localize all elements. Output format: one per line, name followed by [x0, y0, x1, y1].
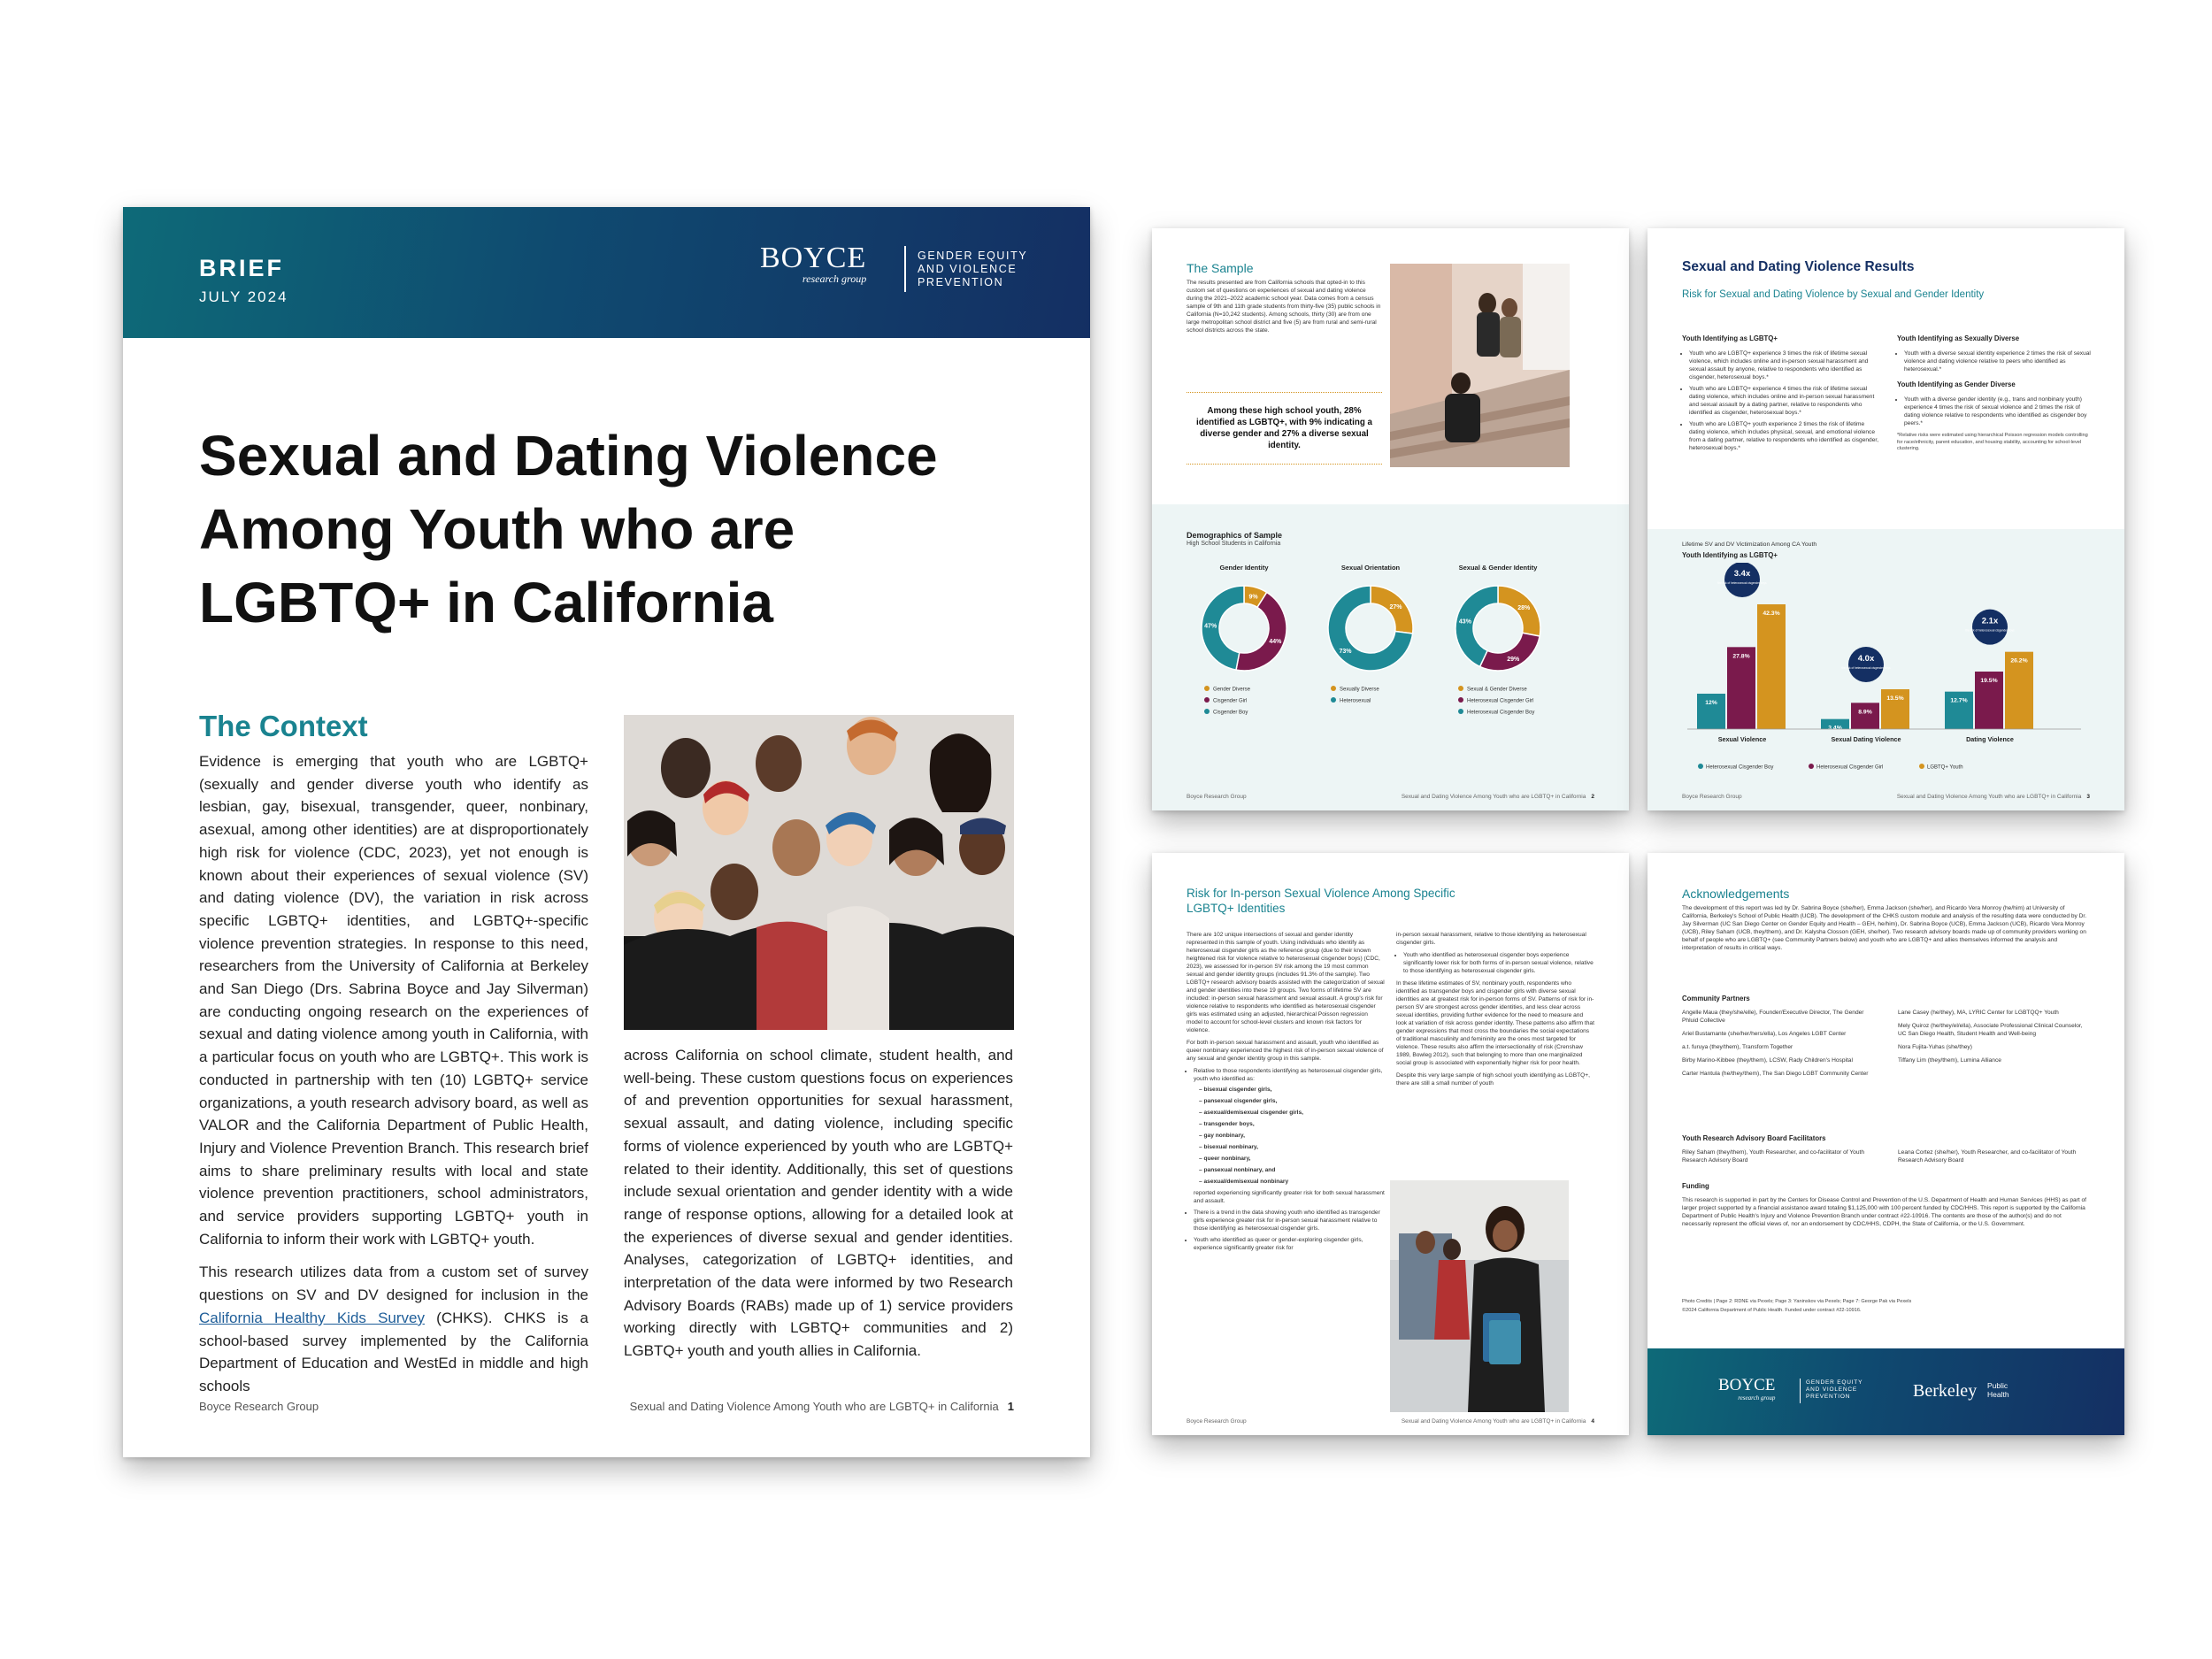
brief-page-1 — [123, 207, 1090, 1457]
results-subheading: Risk for Sexual and Dating Violence by Sexual and Gender Identity — [1682, 289, 1985, 300]
identity-risk-continued: in-person sexual harassment, relative to those identifying as heterosexual cisgender girls. — [1396, 932, 1586, 946]
funding-text: This research is supported in part by the Centers for Disease Control and Prevention of the U.S. Department of Health and Human Services (HHS) as part of larger project supported by a financial assistance award totaling $1,125,000 with 100 percent funded by CDC/HHS. This report is supported by the California Department of Public Health's Injury and Violence Prevention Branch under contract #22-10916. The contents are those of the author(s) and do not necessarily represent the official views of, nor an endorsement by CDC/HHS, CDPH, the State of California, or the U.S. Government. — [1682, 1197, 2087, 1227]
chks-link[interactable]: California Healthy Kids Survey — [199, 1309, 425, 1326]
youth-group-photo — [624, 715, 1014, 1030]
identity-group-item: – bisexual cisgender girls, — [1199, 1087, 1272, 1093]
context-column-1 — [199, 750, 588, 1409]
risk-ratio-badge — [1724, 563, 1760, 597]
brief-page-2 — [1152, 228, 1629, 810]
lgbtq-findings-list — [1682, 349, 1881, 452]
berkeley-logo: Berkeley — [1913, 1381, 1978, 1401]
brief-date: JULY 2024 — [199, 288, 288, 305]
boyce-logo — [760, 242, 1028, 288]
identity-risk-discussion: In these lifetime estimates of SV, nonbinary youth, respondents who identified as transgender boys and cisgender girls with diverse sexual identities are at greatest risk for in-person forms of SV. Patterns of risk for in-person SV are strongest across gender identities, and less clear across sexual identities, providing further evidence for the need to measure and look at variation of risk across gender identity. These patterns also affirm that gender expressions that most cross the boundaries the social expectations of traditional masculinity and femininity are the ones most targeted for violence. These results also affirm the intersectionality of risk (Crenshaw 1989, Bowleg 2012), such that belonging to more than one marginalized social group is associated with exponentially higher risk for poor health. — [1396, 980, 1594, 1066]
risk-ratio-caption: the risk of heterosexual cisgender boys — [1841, 666, 1891, 670]
legend-label: Heterosexual Cisgender Boy — [1467, 710, 1535, 716]
footer-right — [1402, 794, 1594, 800]
donut-value-label: 9% — [1248, 594, 1258, 601]
results-heading: Sexual and Dating Violence Results — [1682, 259, 1915, 274]
donut-title: Gender Identity — [1219, 564, 1269, 572]
legend-swatch — [1458, 697, 1463, 703]
stairwell-photo — [1390, 264, 1570, 467]
logo-tagline: GENDER EQUITY AND VIOLENCE PREVENTION — [1806, 1379, 1863, 1400]
legend-swatch — [1331, 697, 1336, 703]
lgbtq-finding: • Youth who are LGBTQ+ youth experience 2 times the risk of lifetime dating violence, which includes physical, sexual, and emotional violence from a dating partner, relative to respondents who identified as cisgender, heterosexual boys.* — [1689, 420, 1881, 452]
boyce-logo-small — [1718, 1376, 1863, 1402]
sexually-diverse-list — [1897, 349, 2092, 373]
yrab-facilitator-right: Leana Cortez (she/her), Youth Researcher, and co-facilitator of Youth Research Advisory Board — [1898, 1149, 2077, 1164]
footer-left: Boyce Research Group — [1187, 794, 1247, 800]
community-partner: Carter Hantula (he/they/them), The San Diego LGBT Community Center — [1682, 1071, 1869, 1077]
page-title: Sexual and Dating Violence Among Youth who are LGBTQ+ in California — [199, 424, 938, 634]
page-header-banner — [123, 207, 1090, 338]
identity-group-item: – transgender boys, — [1199, 1121, 1255, 1127]
para2-text-a: This research utilizes data from a custom set of survey questions on SV and DV designed for inclusion in the — [199, 1263, 588, 1304]
bar-value-label: 42.3% — [1763, 611, 1780, 617]
demographics-donut-charts — [1152, 556, 1629, 759]
lgbtq-findings-heading: Youth Identifying as LGBTQ+ — [1682, 334, 1778, 342]
chart-title: Lifetime SV and DV Victimization Among CA Youth — [1682, 541, 1817, 548]
legend-label: Heterosexual Cisgender Girl — [1467, 698, 1534, 704]
page-number: 2 — [1591, 794, 1594, 800]
acknowledgements-heading: Acknowledgements — [1682, 887, 1790, 901]
bar-value-label: 3.4% — [1828, 725, 1842, 732]
identity-risk-bullet — [1194, 1067, 1385, 1205]
students-photo — [1390, 1180, 1569, 1412]
bar-value-label: 26.2% — [2010, 657, 2028, 664]
logo-divider — [904, 246, 906, 292]
bar-value-label: 13.5% — [1886, 695, 1904, 702]
logo-subtitle: research group — [1738, 1394, 1776, 1402]
brief-label: BRIEF — [199, 255, 284, 281]
sample-text: The results presented are from California schools that opted-in to this custom set of questions on experiences of sexual and dating violence during the 2021–2022 academic school year. Data comes from a census sample of 9th and 11th grade students from thirty-five (35) public schools in California (N=10,242 students). Among schools, thirty (30) are from one large metropolitan school district and five (5) are from rural and semi-rural school districts across the state. — [1187, 280, 1381, 334]
demographics-title: Demographics of Sample — [1187, 531, 1283, 540]
victimization-chart-panel — [1647, 529, 2124, 810]
community-partners-left — [1682, 1009, 1872, 1083]
legend-swatch — [1331, 686, 1336, 691]
community-partner: Mely Quiroz (he/they/el/ella), Associate Professional Clinical Counselor, UC San Diego Health, Student Health and Well-being — [1898, 1023, 2083, 1037]
sample-callout: Among these high school youth, 28% identified as LGBTQ+, with 9% indicating a diverse gender and 27% a diverse sexual identity. — [1187, 392, 1382, 465]
footer-right — [1402, 1418, 1594, 1425]
identity-group-item: – pansexual nonbinary, and — [1199, 1167, 1276, 1173]
public-health-line-2: Health — [1987, 1390, 2009, 1399]
public-health-line-1: Public — [1987, 1381, 2008, 1390]
donut-value-label: 44% — [1269, 638, 1282, 645]
lgbtq-findings-column — [1682, 334, 1881, 456]
footer-title: Sexual and Dating Violence Among Youth who are LGBTQ+ in California — [1401, 794, 1586, 800]
identity-group-item: – gay nonbinary, — [1199, 1133, 1245, 1139]
category-label: Dating Violence — [1966, 735, 2014, 743]
page-number: 1 — [1007, 1400, 1014, 1413]
identity-risk-bullet: • There is a trend in the data showing youth who identified as transgender girls experience greater risk for in-person sexual harassment relative to those identifying as heterosexual cisgender girls. — [1194, 1209, 1385, 1233]
yrab-facilitator-left: Riley Saham (they/them), Youth Researcher, and co-facilitator of Youth Research Advisory Board — [1682, 1149, 1864, 1164]
copyright: ©2024 California Department of Public Health. Funded under contract #22-10916. — [1682, 1308, 1862, 1313]
identity-risk-bullet: • Youth who identified as queer or gender-exploring cisgender girls, experience significantly greater risk for — [1194, 1236, 1385, 1252]
community-partner: Angelle Maua (they/she/elle), Founder/Executive Director, The Gender Phluid Collective — [1682, 1010, 1864, 1024]
legend-swatch — [1204, 686, 1210, 691]
victimization-bar-chart — [1647, 563, 2124, 784]
legend-label: Cisgender Boy — [1213, 710, 1248, 716]
legend-swatch — [1204, 697, 1210, 703]
community-partners-heading: Community Partners — [1682, 995, 1750, 1002]
regression-note: *Relative risks were estimated using hierarchical Poisson regression models controlling for race/ethnicity, parent education, and housing stability, accounting for school-level clustering. — [1897, 433, 2088, 451]
legend-swatch — [1698, 764, 1703, 769]
legend-label: Sexually Diverse — [1340, 687, 1379, 693]
logo-wordmark: BOYCE — [1718, 1376, 1776, 1394]
sexually-diverse-finding: • Youth with a diverse sexual identity experience 2 times the risk of sexual violence and dating violence relative to peers who identified as heterosexual.* — [1904, 349, 2092, 373]
identity-group-item: – queer nonbinary, — [1199, 1156, 1251, 1162]
community-partners-right — [1898, 1009, 2088, 1070]
identity-risk-bullet: • Youth who identified as heterosexual cisgender boys experience significantly lower risk for both forms of in-person sexual violence, relative to those identifying as heterosexual cisgender girls. — [1403, 951, 1594, 975]
back-cover-banner — [1647, 1348, 2124, 1435]
legend-label: Heterosexual Cisgender Boy — [1706, 764, 1774, 771]
donut-value-label: 47% — [1204, 623, 1217, 630]
risk-ratio-caption: the risk of heterosexual cisgender boys — [1965, 628, 2015, 633]
risk-ratio-caption: the risk of heterosexual cisgender boys — [1717, 581, 1767, 585]
identity-risk-heading: Risk for In-person Sexual Violence Among Specific LGBTQ+ Identities — [1187, 887, 1455, 915]
diverse-findings-column — [1897, 334, 2092, 453]
youth-group-photo-illustration — [624, 715, 1014, 1030]
footer-left: Boyce Research Group — [1682, 794, 1742, 800]
donut-value-label: 73% — [1339, 649, 1352, 656]
footer-right — [630, 1400, 1014, 1413]
footer-right — [1897, 794, 2090, 800]
footer-title: Sexual and Dating Violence Among Youth who are LGBTQ+ in California — [629, 1400, 999, 1413]
category-label: Sexual Violence — [1717, 735, 1767, 743]
sexually-diverse-heading: Youth Identifying as Sexually Diverse — [1897, 334, 2020, 342]
acknowledgements-text: The development of this report was led by Dr. Sabrina Boyce (she/her), Emma Jackson (she/her), and Ricardo Vera Monroy (he/him) at University of California, Berkeley's School of Public Health (UCB). The development of the CHKS custom module and analysis of the resulting data were conducted by Dr. Jay Silverman (UC San Diego Center on Gender Equity and Health – GEH, he/him), Dr. Sabrina Boyce (UCB), Emma Jackson (UCB), Ricardo Vera Monroy (UCB), Riley Saham (UCB, they/them), and Dr. Kalysha Closson (GEH, she/her). Two research advisory boards made up of community providers working on behalf of people who are LGBTQ+ (see Community Partners below) and youth who are LGBTQ+ and allies themselves informed the analysis and interpretation of results in critical ways. — [1682, 905, 2087, 951]
bar-value-label: 12.7% — [1950, 697, 1968, 704]
identity-risk-list — [1187, 1067, 1385, 1252]
identity-risk-limitation: Despite this very large sample of high school youth identifying as LGBTQ+, there are still a small number of youth — [1396, 1072, 1590, 1087]
students-photo-illustration — [1390, 1180, 1569, 1412]
identity-group-item: – asexual/demisexual cisgender girls, — [1199, 1110, 1304, 1116]
risk-ratio-value: 2.1x — [1981, 616, 1999, 626]
identity-risk-bullet-tail: reported experiencing significantly greater risk for both sexual harassment and assault. — [1194, 1190, 1385, 1204]
donut-value-label: 43% — [1458, 618, 1471, 626]
donut-title: Sexual Orientation — [1340, 564, 1401, 572]
chart-subtitle: Youth Identifying as LGBTQ+ — [1682, 551, 1778, 559]
identity-risk-highlight: For both in-person sexual harassment and assault, youth who identified as queer nonbinary experienced the highest risk of in-person sexual violence of any sexual and gender identity group in this sample. — [1187, 1040, 1384, 1062]
bar — [1697, 694, 1725, 729]
legend-label: Heterosexual — [1340, 698, 1371, 704]
logo-tagline: GENDER EQUITY AND VIOLENCE PREVENTION — [918, 250, 1028, 288]
legend-swatch — [1919, 764, 1924, 769]
risk-ratio-value: 3.4x — [1733, 569, 1751, 579]
legend-label: Gender Diverse — [1213, 687, 1251, 693]
photo-credits: Photo Credits | Page 2: RDNE via Pexels; Page 3: Yaninskov via Pexels; Page 7: George Pak via Pexels — [1682, 1299, 1912, 1304]
context-column-2 — [624, 1044, 1013, 1363]
legend-label: Heterosexual Cisgender Girl — [1816, 764, 1884, 771]
yrab-heading: Youth Research Advisory Board Facilitators — [1682, 1134, 1826, 1142]
lgbtq-finding: • Youth who are LGBTQ+ experience 4 times the risk of lifetime sexual dating violence, which includes online and in-person sexual harassment and sexual assault by a dating partner, relative to respondents who identified as cisgender, heterosexual boys.* — [1689, 385, 1881, 417]
demographics-subtitle: High School Students in California — [1187, 541, 1281, 547]
bar-value-label: 27.8% — [1732, 653, 1750, 660]
context-paragraph-2 — [199, 1261, 588, 1397]
footer-title: Sexual and Dating Violence Among Youth who are LGBTQ+ in California — [1401, 1418, 1586, 1425]
risk-ratio-badge — [1972, 610, 2008, 645]
community-partner: Tiffany Lim (they/them), Lumina Alliance — [1898, 1057, 2001, 1064]
donut-value-label: 29% — [1507, 656, 1520, 663]
bar-value-label: 12% — [1705, 700, 1717, 706]
bar — [1851, 703, 1879, 729]
risk-ratio-value: 4.0x — [1857, 654, 1875, 664]
identity-group-item: – bisexual nonbinary, — [1199, 1144, 1258, 1150]
funding-heading: Funding — [1682, 1182, 1709, 1190]
donut-title: Sexual & Gender Identity — [1458, 564, 1538, 572]
category-label: Sexual Dating Violence — [1831, 735, 1901, 743]
identity-group-item: – pansexual cisgender girls, — [1199, 1098, 1278, 1104]
demographics-panel — [1152, 504, 1629, 810]
legend-swatch — [1458, 686, 1463, 691]
para2-text-b: (CHKS). CHKS is a school-based survey implemented by the California Department of Education and WestEd in middle and high schools — [199, 1309, 588, 1394]
context-heading: The Context — [199, 710, 368, 742]
lgbtq-finding: • Youth who are LGBTQ+ experience 3 times the risk of lifetime sexual violence, which includes online and in-person sexual harassment and sexual assault by anyone, relative to respondents who identified as cisgender, heterosexual boys.* — [1689, 349, 1881, 381]
page-number: 3 — [2086, 794, 2090, 800]
risk-ratio-badge — [1848, 647, 1884, 682]
brief-page-3 — [1647, 228, 2124, 810]
sample-heading: The Sample — [1187, 261, 1254, 275]
logo-wordmark: BOYCE — [760, 242, 867, 274]
legend-swatch — [1204, 709, 1210, 714]
bar-value-label: 8.9% — [1858, 709, 1872, 716]
identity-risk-column-1 — [1187, 931, 1385, 1256]
community-partner: a.t. furuya (they/them), Transform Together — [1682, 1044, 1793, 1050]
brief-page-4 — [1152, 853, 1629, 1435]
identity-risk-bullet-intro: Relative to those respondents identifying as heterosexual cisgender girls, youth who identified as: — [1194, 1068, 1383, 1082]
logo-divider — [1800, 1379, 1801, 1403]
gender-diverse-finding: • Youth with a diverse gender identity (e.g., trans and nonbinary youth) experience 4 times the risk of sexual violence and 2 times the risk of dating violence relative to respondents who identified as cisgender boy peers.* — [1904, 396, 2092, 427]
legend-swatch — [1809, 764, 1814, 769]
identity-risk-column-2 — [1396, 931, 1594, 1087]
public-health-tag — [1987, 1381, 2009, 1399]
community-partner: Ariel Bustamante (she/her/hers/ella), Los Angeles LGBT Center — [1682, 1031, 1847, 1037]
donut-slice — [1480, 633, 1540, 671]
logo-subtitle: research group — [802, 273, 867, 285]
community-partner: Nora Fujita-Yuhas (she/they) — [1898, 1044, 1972, 1050]
identity-group-list — [1194, 1086, 1385, 1186]
community-partner: Birby Marino-Kibbee (they/them), LCSW, Rady Children's Hospital — [1682, 1057, 1853, 1064]
identity-risk-list-2 — [1396, 951, 1594, 975]
gender-diverse-list — [1897, 396, 2092, 427]
legend-swatch — [1458, 709, 1463, 714]
legend-label: Cisgender Girl — [1213, 698, 1248, 704]
bar-value-label: 19.5% — [1980, 678, 1998, 684]
context-paragraph-1: Evidence is emerging that youth who are LGBTQ+ (sexually and gender diverse youth who identify as lesbian, gay, bisexual, transgender, queer, nonbinary, asexual, among other identities) are at disproportionately high risk for violence (CDC, 2023), yet not enough is known about their experiences of sexual violence (SV) and dating violence (DV), the variation in risk across specific LGBTQ+ identities, and LGBTQ+-specific violence prevention strategies. In response to this need, researchers from the University of California at Berkeley and San Diego (Drs. Sabrina Boyce and Jay Silverman) are conducting ongoing research on the experiences of sexual and dating violence among youth in California, with a particular focus on youth who are LGBTQ+. This work is conducted in partnership with ten (10) LGBTQ+ service organizations, a youth research advisory board, as well as VALOR and the California Department of Public Health, Injury and Violence Prevention Branch. This research brief aims to share preliminary results with local and state violence prevention practitioners, school administrators, and service providers supporting LGBTQ+ youth in California to inform their work with LGBTQ+ youth. — [199, 753, 588, 1248]
donut-value-label: 28% — [1517, 604, 1531, 611]
identity-risk-intro: There are 102 unique intersections of sexual and gender identity represented in this sample of youth. Using individuals who identify as heterosexual cisgender girls as the reference group (due to their known heightened risk for violence relative to heterosexual cisgender boys) (CDC, 2023), we assessed for in-person SV risk among the 19 most common sexual and gender identity groups (includes 91.3% of the sample). Two LGBTQ+ research advisory boards assisted with the categorization of sexual and gender identities into these 19 groups. Two forms of lifetime SV are included: in-person sexual harassment and sexual assault. A group's risk for violence relative to respondents who identified as heterosexual cisgender girls was estimated using an adjusted, hierarchical Poisson regression model to account for school-level clusters and known risk factors for violence. — [1187, 932, 1385, 1033]
footer-title: Sexual and Dating Violence Among Youth who are LGBTQ+ in California — [1896, 794, 2082, 800]
identity-group-item: – asexual/demisexual nonbinary — [1199, 1179, 1289, 1185]
legend-label: Sexual & Gender Diverse — [1467, 687, 1527, 693]
brief-page-5 — [1647, 853, 2124, 1435]
legend-label: LGBTQ+ Youth — [1927, 764, 1963, 771]
stairwell-photo-illustration — [1390, 264, 1570, 467]
footer-left: Boyce Research Group — [199, 1400, 319, 1413]
bar — [1757, 604, 1786, 729]
context-paragraph-3: across California on school climate, student health, and well-being. These custom questions focus on experiences of and prevention opportunities for sexual harassment, sexual assault, and dating violence, including specific forms of violence experienced by youth who are LGBTQ+ related to their identity. Additionally, this set of questions include sexual orientation and gender identity with a wide range of response options, allowing for a detailed look at the experiences of diverse sexual and gender identities. Analyses, categorization of LGBTQ+ identities, and interpretation of the data were informed by two Research Advisory Boards (RABs) made up of 1) service providers working directly with LGBTQ+ communities and 2) LGBTQ+ youth and youth allies in California. — [624, 1047, 1013, 1360]
page-number: 4 — [1591, 1418, 1594, 1425]
community-partner: Lane Casey (he/they), MA, LYRIC Center for LGBTQQ+ Youth — [1898, 1010, 2059, 1016]
footer-left: Boyce Research Group — [1187, 1418, 1247, 1425]
gender-diverse-heading: Youth Identifying as Gender Diverse — [1897, 380, 2016, 388]
donut-value-label: 27% — [1389, 603, 1402, 611]
